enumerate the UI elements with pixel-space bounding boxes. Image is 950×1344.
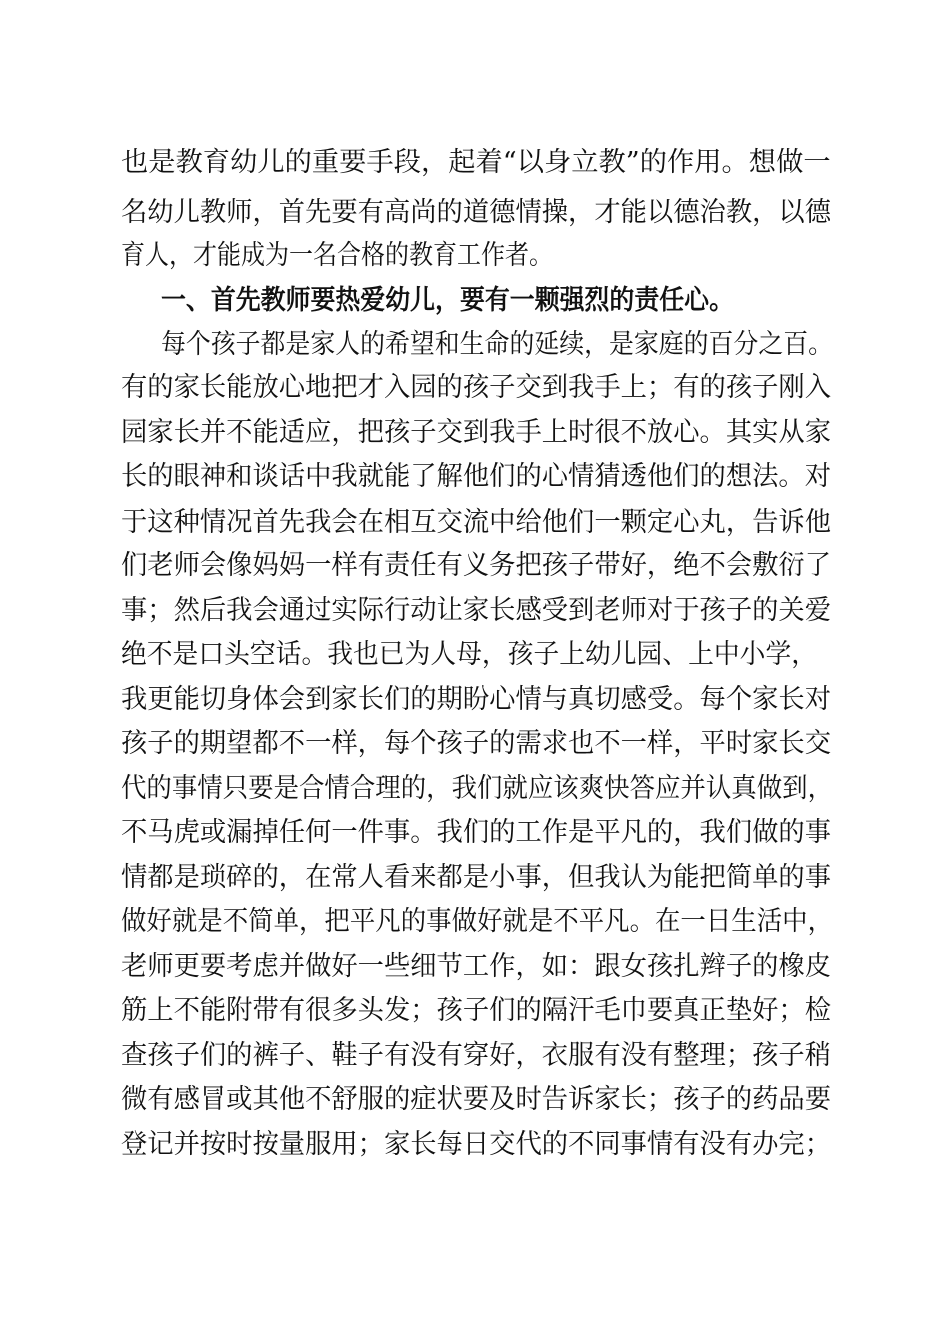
text-line: 代的事情只要是合情合理的，我们就应该爽快答应并认真做到， [121, 773, 833, 804]
text-line: 登记并按时按量服用；家长每日交代的不同事情有没有办完； [121, 1129, 831, 1160]
text-line: 绝不是口头空话。我也已为人母，孩子上幼儿园、上中小学， [121, 639, 817, 670]
section-heading: 一、首先教师要热爱幼儿，要有一颗强烈的责任心。 [161, 285, 734, 316]
text-line: 筋上不能附带有很多头发；孩子们的隔汗毛巾要真正垫好；检 [121, 995, 831, 1026]
text-line: 我更能切身体会到家长们的期盼心情与真切感受。每个家长对 [121, 684, 831, 715]
text-line: 园家长并不能适应，把孩子交到我手上时很不放心。其实从家 [121, 417, 831, 448]
text-line: 老师更要考虑并做好一些细节工作，如：跟女孩扎辫子的橡皮 [121, 951, 831, 982]
text-line: 名幼儿教师，首先要有高尚的道德情操，才能以德治教，以德 [121, 197, 831, 228]
text-line: 查孩子们的裤子、鞋子有没有穿好，衣服有没有整理；孩子稍 [121, 1040, 831, 1071]
text-line: 每个孩子都是家人的希望和生命的延续，是家庭的百分之百。 [161, 329, 833, 360]
text-line: 情都是琐碎的，在常人看来都是小事，但我认为能把简单的事 [121, 862, 831, 893]
text-line: 有的家长能放心地把才入园的孩子交到我手上；有的孩子刚入 [121, 372, 831, 403]
text-line: 孩子的期望都不一样，每个孩子的需求也不一样，平时家长交 [121, 728, 831, 759]
text-line: 微有感冒或其他不舒服的症状要及时告诉家长；孩子的药品要 [121, 1084, 831, 1115]
text-line: 长的眼神和谈话中我就能了解他们的心情猜透他们的想法。对 [121, 461, 831, 492]
text-line: 做好就是不简单，把平凡的事做好就是不平凡。在一日生活中， [121, 906, 833, 937]
text-line: 也是教育幼儿的重要手段，起着“以身立教”的作用。想做一 [121, 147, 831, 178]
text-line: 事；然后我会通过实际行动让家长感受到老师对于孩子的关爱 [121, 595, 831, 626]
text-line: 们老师会像妈妈一样有责任有义务把孩子带好，绝不会敷衍了 [121, 550, 831, 581]
text-line: 不马虎或漏掉任何一件事。我们的工作是平凡的，我们做的事 [121, 817, 831, 848]
text-line: 育人，才能成为一名合格的教育工作者。 [121, 240, 553, 271]
text-line: 于这种情况首先我会在相互交流中给他们一颗定心丸，告诉他 [121, 507, 831, 538]
